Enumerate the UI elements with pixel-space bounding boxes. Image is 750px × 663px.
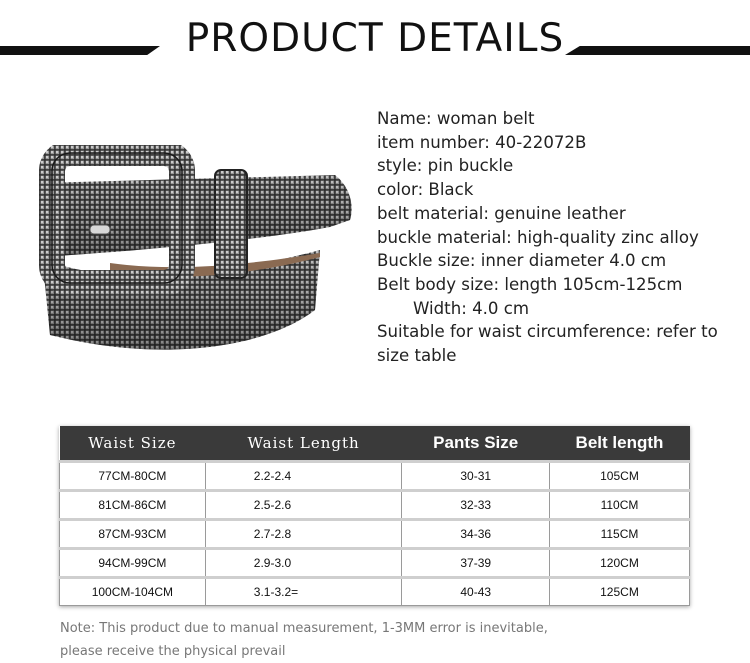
spec-width: Width: 4.0 cm: [413, 298, 530, 318]
belt-length-cell: 110CM: [549, 491, 689, 520]
table-row: [60, 520, 690, 549]
size-table: [59, 426, 690, 606]
table-row: [60, 578, 690, 606]
pants-size-cell: 40-43: [402, 578, 550, 606]
belt-length-cell: 120CM: [549, 549, 689, 578]
waist-size-cell: 100CM-104CM: [60, 578, 206, 606]
spec-style: style: pin buckle: [377, 156, 514, 176]
waist-length-cell: 2.9-3.0: [205, 549, 402, 578]
spec-buckle-size: Buckle size: inner diameter 4.0 cm: [377, 251, 667, 271]
spec-item-number: item number: 40-22072B: [377, 132, 587, 152]
spec-belt-material: belt material: genuine leather: [377, 203, 626, 223]
header-belt-length: Belt length: [549, 426, 689, 462]
size-table-header-row: [60, 426, 690, 462]
waist-length-cell: 2.7-2.8: [205, 520, 402, 549]
belt-length-cell: 115CM: [549, 520, 689, 549]
waist-size-cell: 87CM-93CM: [60, 520, 206, 549]
pants-size-cell: 34-36: [402, 520, 550, 549]
table-row: [60, 462, 690, 491]
waist-length-cell: 2.2-2.4: [205, 462, 402, 491]
spec-color: color: Black: [377, 180, 474, 200]
header-bar-right: [565, 46, 750, 55]
belt-product-image: [30, 145, 365, 375]
pants-size-cell: 30-31: [402, 462, 550, 491]
note-line-2: please receive the physical prevail: [60, 644, 286, 659]
belt-length-cell: 125CM: [549, 578, 689, 606]
spec-name: Name: woman belt: [377, 109, 535, 128]
spec-belt-body-size: Belt body size: length 105cm-125cm: [377, 274, 683, 294]
spec-suitable: Suitable for waist circumference: refer to size table: [377, 322, 718, 366]
page-title: PRODUCT DETAILS: [185, 16, 565, 61]
header-waist-length: Waist Length: [205, 426, 402, 462]
belt-length-cell: 105CM: [549, 462, 689, 491]
waist-size-cell: 94CM-99CM: [60, 549, 206, 578]
table-row: [60, 549, 690, 578]
spec-buckle-material: buckle material: high-quality zinc alloy: [377, 227, 699, 247]
product-specs: [377, 107, 750, 368]
waist-length-cell: 3.1-3.2=: [205, 578, 402, 606]
waist-length-cell: 2.5-2.6: [205, 491, 402, 520]
table-row: [60, 491, 690, 520]
note-line-1: Note: This product due to manual measurement, 1-3MM error is inevitable,: [60, 621, 548, 636]
pants-size-cell: 32-33: [402, 491, 550, 520]
pants-size-cell: 37-39: [402, 549, 550, 578]
measurement-note: [60, 617, 750, 663]
waist-size-cell: 81CM-86CM: [60, 491, 206, 520]
header-waist-size: Waist Size: [60, 426, 206, 462]
waist-size-cell: 77CM-80CM: [60, 462, 206, 491]
header-pants-size: Pants Size: [402, 426, 550, 462]
